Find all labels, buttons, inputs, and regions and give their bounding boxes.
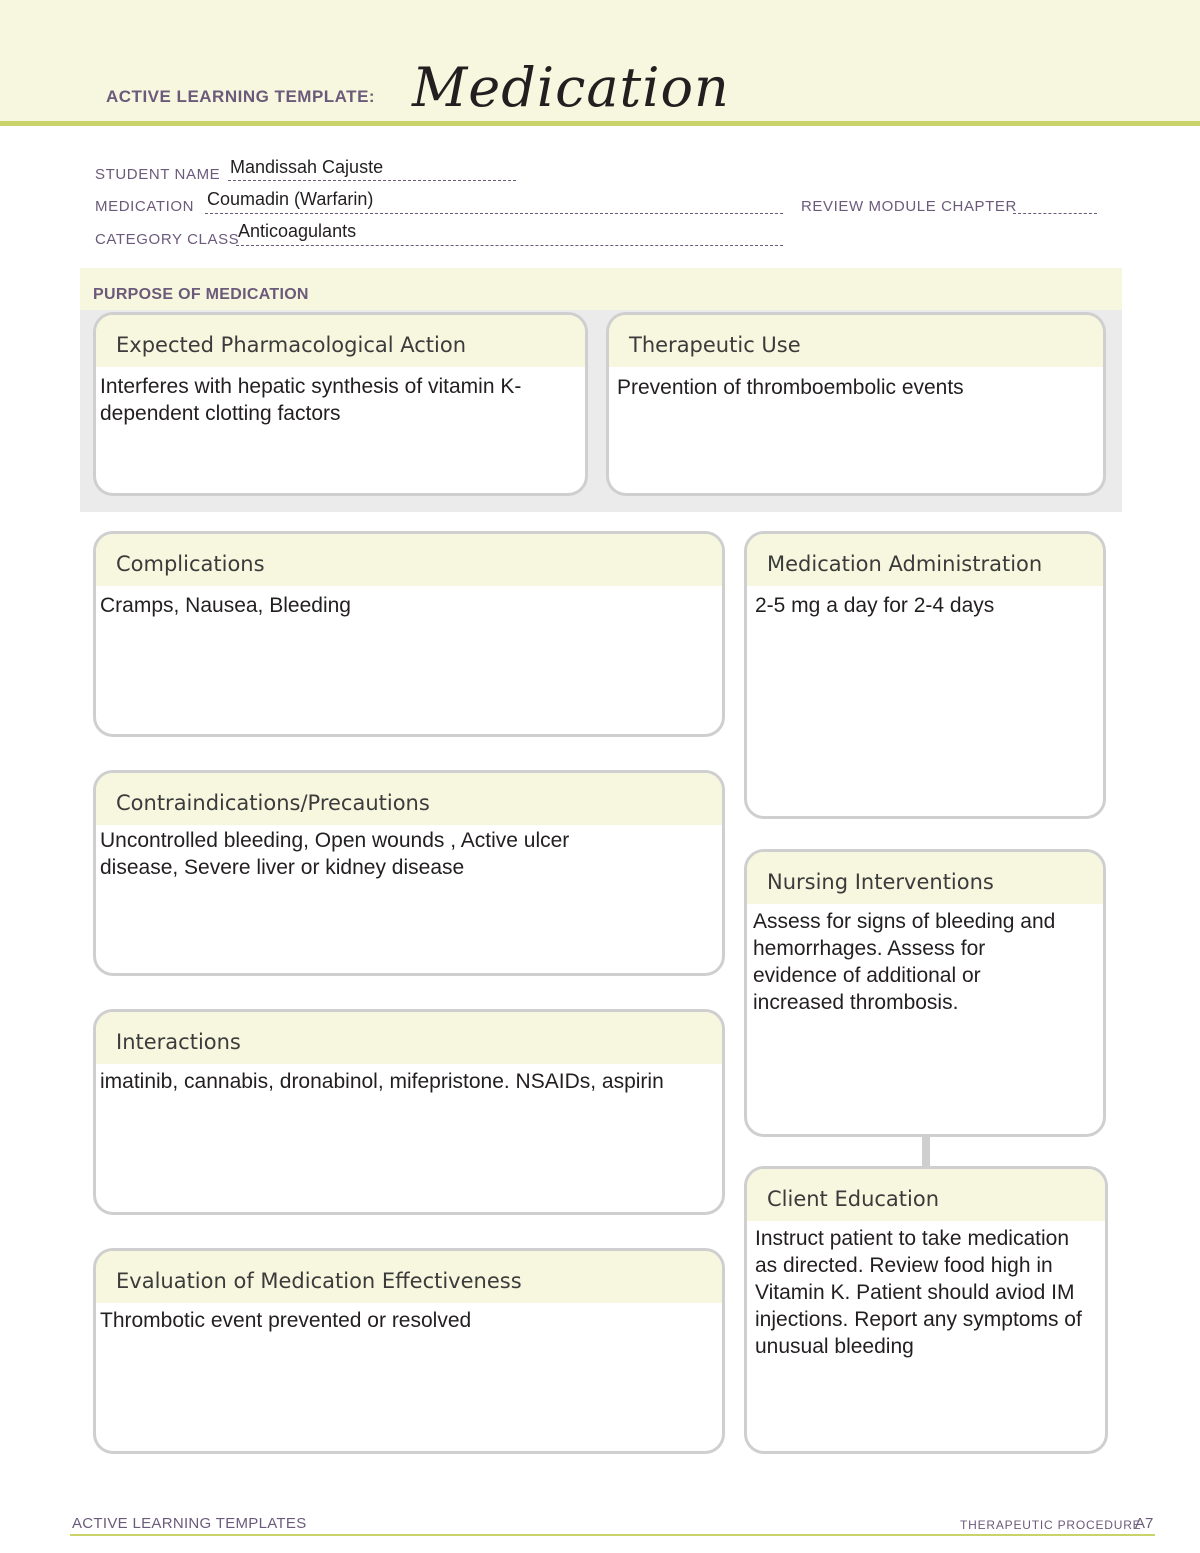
administration-title: Medication Administration [767,552,1043,576]
expected-action-text[interactable]: Interferes with hepatic synthesis of vitamin K-dependent clotting factors [100,375,522,425]
evaluation-text[interactable]: Thrombotic event prevented or resolved [100,1309,472,1332]
review-module-line[interactable] [1013,213,1097,214]
complications-box [93,531,725,737]
footer-rule [70,1534,1155,1536]
nursing-interventions-box [744,849,1106,1137]
client-education-title: Client Education [767,1187,940,1211]
student-name-line [228,180,516,181]
contraindications-title: Contraindications/Precautions [116,791,430,815]
nursing-interventions-text[interactable]: Assess for signs of bleeding and hemorrhages. Assess for evidence of additional or increased thrombosis. [753,910,1056,1014]
interactions-text[interactable]: imatinib, cannabis, dronabinol, mifepristone. NSAIDs, aspirin [100,1070,664,1093]
interactions-box [93,1009,725,1215]
therapeutic-use-text[interactable]: Prevention of thromboembolic events [617,376,964,399]
page-title: Medication [412,56,730,119]
nursing-interventions-title: Nursing Interventions [767,870,994,894]
footer-left-label: ACTIVE LEARNING TEMPLATES [72,1515,307,1532]
footer-page-number: A7 [1135,1515,1154,1532]
header-rule [0,121,1200,126]
template-label: ACTIVE LEARNING TEMPLATE: [106,87,376,106]
expected-action-title: Expected Pharmacological Action [116,333,467,357]
medication-label: MEDICATION [95,198,195,215]
student-name-value[interactable]: Mandissah Cajuste [230,157,384,177]
category-class-line [236,245,783,246]
administration-text[interactable]: 2-5 mg a day for 2-4 days [755,594,995,617]
review-module-label: REVIEW MODULE CHAPTER [801,198,1017,215]
complications-text[interactable]: Cramps, Nausea, Bleeding [100,594,351,617]
purpose-label: PURPOSE OF MEDICATION [93,286,309,303]
therapeutic-use-box [606,312,1106,496]
expected-action-box [93,312,588,496]
interactions-title: Interactions [116,1030,241,1054]
contraindications-box [93,770,725,976]
category-class-label: CATEGORY CLASS [95,231,240,248]
connector-bar [922,1134,930,1168]
evaluation-title: Evaluation of Medication Effectiveness [116,1269,522,1293]
client-education-box [744,1166,1108,1454]
complications-title: Complications [116,552,265,576]
client-education-text[interactable]: Instruct patient to take medication as directed. Review food high in Vitamin K. Patient should aviod IM injections. Report any symptoms of unusual bleeding [755,1227,1082,1358]
evaluation-box [93,1248,725,1454]
student-name-label: STUDENT NAME [95,166,221,183]
medication-value[interactable]: Coumadin (Warfarin) [207,189,374,209]
administration-box [744,531,1106,819]
contraindications-text[interactable]: Uncontrolled bleeding, Open wounds , Active ulcer disease, Severe liver or kidney disease [100,829,570,879]
medication-line [205,213,783,214]
therapeutic-use-title: Therapeutic Use [629,333,801,357]
footer-right-label: THERAPEUTIC PROCEDURE [960,1518,1142,1532]
category-class-value[interactable]: Anticoagulants [238,221,357,241]
